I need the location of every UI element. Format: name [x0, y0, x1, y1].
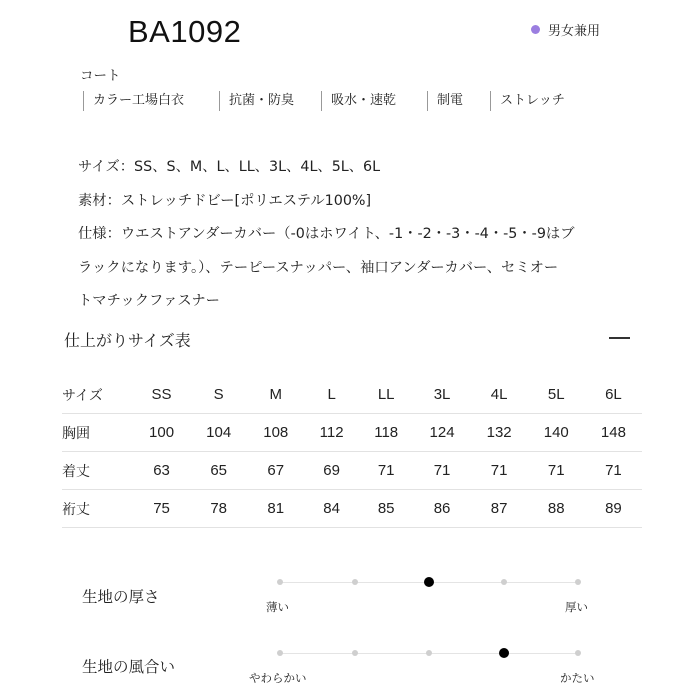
tag-item: 吸水・速乾: [321, 91, 427, 111]
collapse-minus-icon[interactable]: [609, 337, 630, 339]
header-label: サイズ: [62, 376, 133, 414]
table-row: [62, 414, 642, 452]
table-cell: 78: [190, 490, 247, 528]
table-cell: 63: [133, 452, 190, 490]
meter-point: [277, 579, 283, 585]
table-cell: 65: [190, 452, 247, 490]
spec-line: サイズ：SS、S、M、L、LL、3L、4L、5L、6L: [78, 159, 381, 175]
table-cell: 132: [471, 414, 528, 452]
table-cell: 71: [359, 452, 414, 490]
table-cell: 71: [413, 452, 470, 490]
texture-right-label: かたい: [560, 671, 595, 685]
tag-item: 抗菌・防臭: [219, 91, 321, 111]
table-row: [62, 490, 642, 528]
size-header: M: [247, 376, 304, 414]
table-cell: 89: [585, 490, 642, 528]
table-cell: 75: [133, 490, 190, 528]
size-header: S: [190, 376, 247, 414]
meter-point: [426, 650, 432, 656]
size-header: SS: [133, 376, 190, 414]
texture-left-label: やわらかい: [249, 671, 307, 685]
tag-item: ストレッチ: [490, 91, 580, 111]
size-header: 4L: [471, 376, 528, 414]
table-cell: 100: [133, 414, 190, 452]
row-label: 胸囲: [62, 414, 133, 452]
feature-tags: [83, 91, 580, 111]
size-table-title: 仕上がりサイズ表: [64, 331, 191, 350]
spec-line: 仕様：ウエストアンダーカバー（-0はホワイト、-1・-2・-3・-4・-5・-9はブ: [78, 226, 575, 242]
category-label: コート: [80, 68, 121, 84]
meter-point: [352, 579, 358, 585]
size-header: 3L: [413, 376, 470, 414]
row-label: 着丈: [62, 452, 133, 490]
table-cell: 88: [528, 490, 585, 528]
size-table: [62, 376, 642, 528]
meter-point: [501, 579, 507, 585]
table-header-row: [62, 376, 642, 414]
table-cell: 124: [413, 414, 470, 452]
size-header: LL: [359, 376, 414, 414]
table-cell: 71: [585, 452, 642, 490]
table-cell: 69: [304, 452, 359, 490]
gender-dot-icon: [531, 25, 540, 34]
spec-line: トマチックファスナー: [78, 293, 220, 309]
meter-point: [575, 579, 581, 585]
table-cell: 104: [190, 414, 247, 452]
meter-point: [575, 650, 581, 656]
table-cell: 71: [471, 452, 528, 490]
spec-line: 素材：ストレッチドビー[ポリエステル100%]: [78, 192, 372, 209]
texture-meter-label: 生地の風合い: [82, 658, 176, 676]
table-cell: 67: [247, 452, 304, 490]
meter-point: [352, 650, 358, 656]
table-cell: 85: [359, 490, 414, 528]
table-cell: 71: [528, 452, 585, 490]
thickness-left-label: 薄い: [266, 600, 289, 614]
table-cell: 140: [528, 414, 585, 452]
tag-item: カラー工場白衣: [83, 91, 219, 111]
table-cell: 108: [247, 414, 304, 452]
table-row: [62, 452, 642, 490]
table-cell: 112: [304, 414, 359, 452]
spec-text: [78, 151, 638, 319]
gender-badge: [531, 20, 600, 39]
table-cell: 87: [471, 490, 528, 528]
table-cell: 148: [585, 414, 642, 452]
size-header: 6L: [585, 376, 642, 414]
spec-line: ラックになります。）、テーピースナッパー、袖口アンダーカバー、セミオー: [78, 259, 559, 276]
size-header: L: [304, 376, 359, 414]
size-header: 5L: [528, 376, 585, 414]
table-cell: 118: [359, 414, 414, 452]
thickness-right-label: 厚い: [565, 600, 588, 614]
tag-item: 制電: [427, 91, 490, 111]
gender-label: 男女兼用: [548, 24, 601, 39]
table-cell: 81: [247, 490, 304, 528]
model-number: BA1092: [128, 14, 242, 49]
thickness-meter-label: 生地の厚さ: [82, 588, 160, 606]
meter-point-selected: [499, 648, 509, 658]
meter-point-selected: [424, 577, 434, 587]
meter-point: [277, 650, 283, 656]
table-cell: 84: [304, 490, 359, 528]
table-cell: 86: [413, 490, 470, 528]
row-label: 裄丈: [62, 490, 133, 528]
